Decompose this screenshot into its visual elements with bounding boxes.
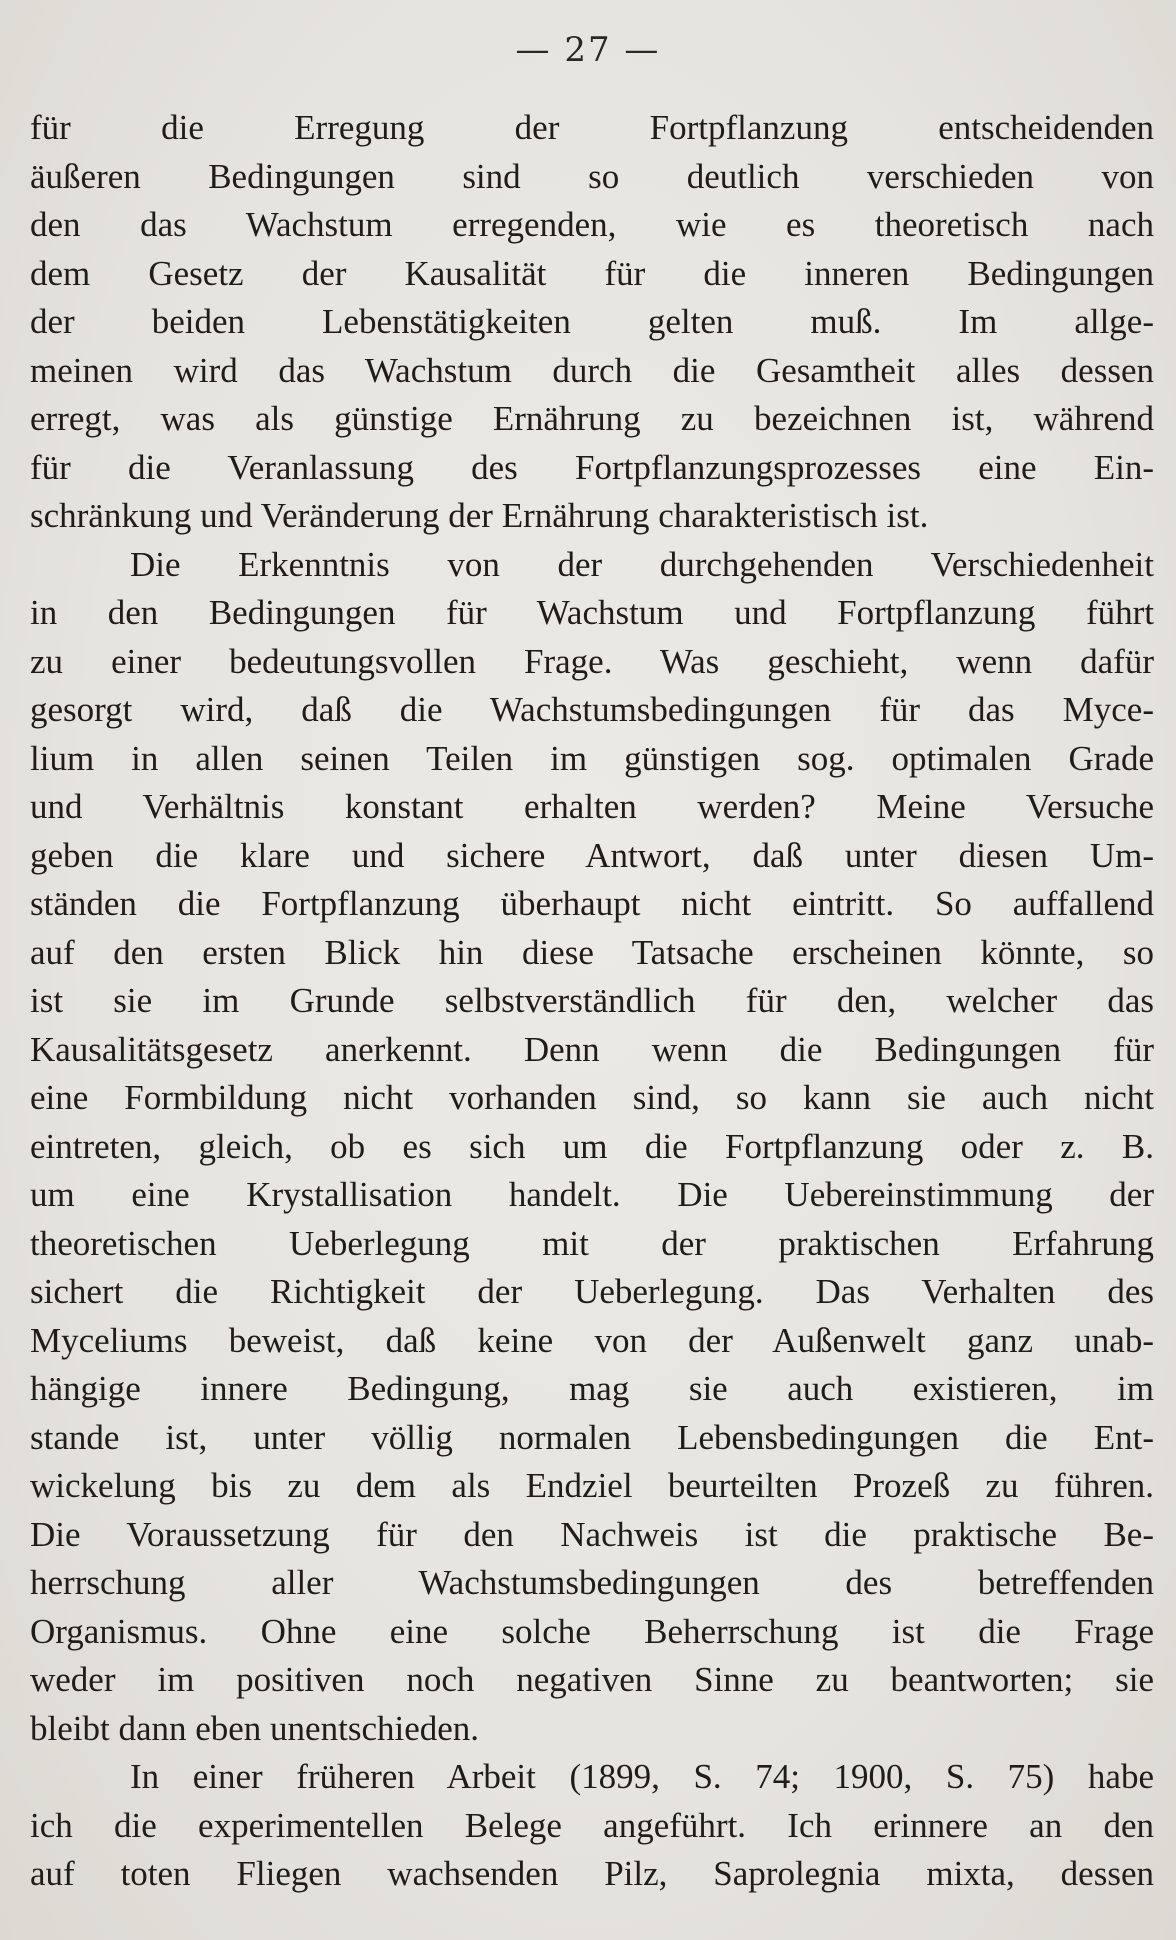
text-line: erregt, was als günstige Ernährung zu bezeichnen ist, während [30,399,1154,438]
text-line: geben die klare und sichere Antwort, daß unter diesen Um- [30,835,1154,875]
text-line: eintreten, gleich, ob es sich um die Fortpflanzung oder z. B. [30,1126,1154,1166]
text-line: auf toten Fliegen wachsenden Pilz, Saprolegnia mixta, dessen [30,1854,1154,1893]
text-line: der beiden Lebenstätigkeiten gelten muß. Im allge- [30,302,1154,341]
text-line: Die Voraussetzung für den Nachweis ist die praktische Be- [30,1514,1154,1554]
text-line: In einer früheren Arbeit (1899, S. 74; 1900, S. 75) habe [130,1757,1154,1796]
text-line: herrschung aller Wachstumsbedingungen des betreffenden [30,1563,1154,1602]
text-line: für die Veranlassung des Fortpflanzungsprozesses eine Ein- [30,447,1154,487]
text-line: ständen die Fortpflanzung überhaupt nicht eintritt. So auffallend [30,884,1154,923]
text-line: dem Gesetz der Kausalität für die inneren Bedingungen [30,253,1154,293]
text-line: Die Erkenntnis von der durchgehenden Verschiedenheit [130,544,1154,584]
text-line: meinen wird das Wachstum durch die Gesamtheit alles dessen [30,350,1154,390]
body-text [30,104,1154,1899]
text-line: Myceliums beweist, daß keine von der Außenwelt ganz unab- [30,1320,1154,1360]
text-line: zu einer bedeutungsvollen Frage. Was geschieht, wenn dafür [30,641,1154,681]
text-line: wickelung bis zu dem als Endziel beurteilten Prozeß zu führen. [30,1466,1154,1505]
text-line: gesorgt wird, daß die Wachstumsbedingungen für das Myce- [30,690,1154,729]
text-line: Organismus. Ohne eine solche Beherrschung ist die Frage [30,1611,1154,1651]
text-line: eine Formbildung nicht vorhanden sind, so kann sie auch nicht [30,1078,1154,1117]
text-line: auf den ersten Blick hin diese Tatsache erscheinen könnte, so [30,932,1154,972]
text-line: Kausalitätsgesetz anerkennt. Denn wenn die Bedingungen für [30,1029,1154,1069]
text-line: für die Erregung der Fortpflanzung entscheidenden [30,108,1154,147]
text-line: hängige innere Bedingung, mag sie auch existieren, im [30,1369,1154,1408]
text-line: in den Bedingungen für Wachstum und Fortpflanzung führt [30,593,1154,632]
text-line: äußeren Bedingungen sind so deutlich verschieden von [30,156,1154,196]
text-line: sichert die Richtigkeit der Ueberlegung. Das Verhalten des [30,1272,1154,1311]
text-line: den das Wachstum erregenden, wie es theoretisch nach [30,205,1154,244]
page-number: — 27 — [515,30,661,70]
text-line: lium in allen seinen Teilen im günstigen sog. optimalen Grade [30,738,1154,778]
text-line: weder im positiven noch negativen Sinne zu beantworten; sie [30,1660,1154,1699]
text-line: bleibt dann eben unentschieden. [30,1708,480,1748]
text-line: um eine Krystallisation handelt. Die Uebereinstimmung der [30,1175,1154,1214]
text-line: theoretischen Ueberlegung mit der praktischen Erfahrung [30,1223,1154,1263]
text-line: ich die experimentellen Belege angeführt. Ich erinnere an den [30,1805,1154,1845]
text-line: schränkung und Veränderung der Ernährung charakteristisch ist. [30,496,929,535]
text-line: ist sie im Grunde selbstverständlich für den, welcher das [30,981,1154,1020]
text-line: stande ist, unter völlig normalen Lebensbedingungen die Ent- [30,1417,1154,1457]
text-line: und Verhältnis konstant erhalten werden? Meine Versuche [30,787,1154,826]
